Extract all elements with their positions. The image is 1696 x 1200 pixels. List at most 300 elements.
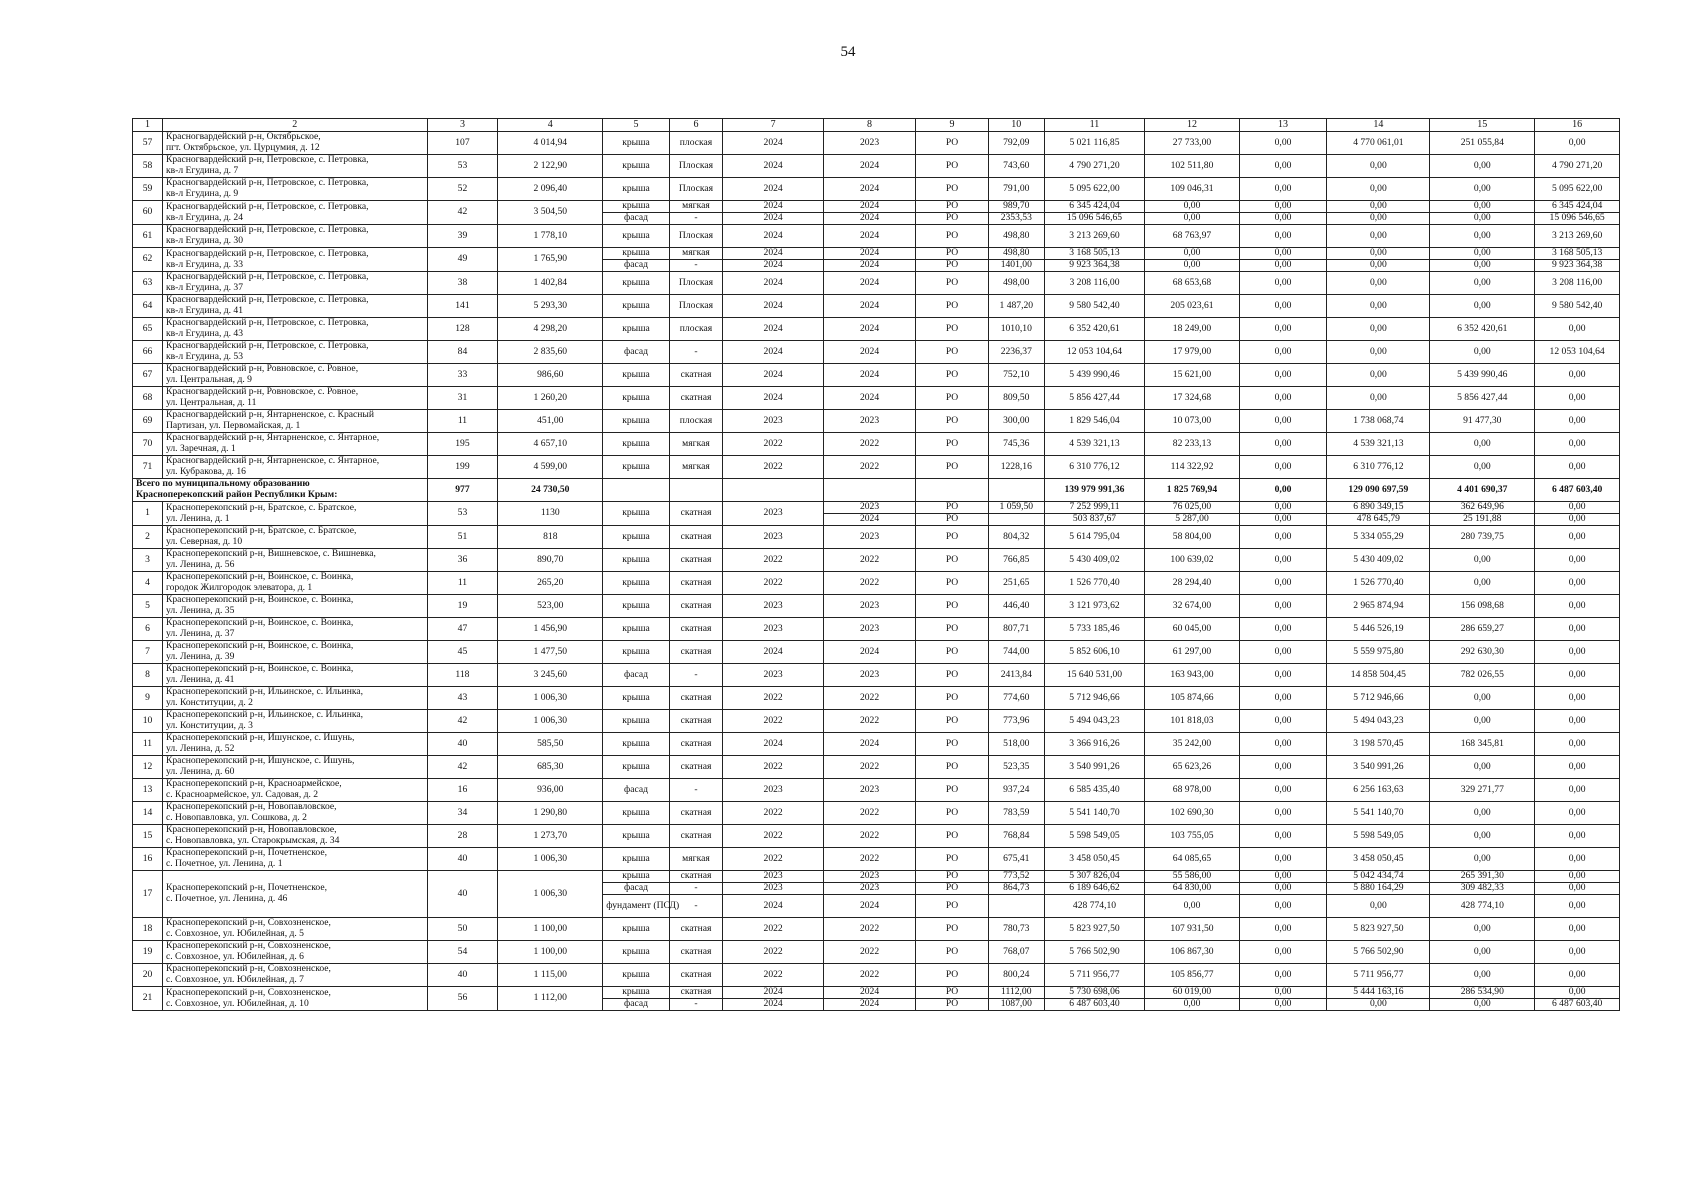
address-line: кв-л Егудина, д. 53 <box>165 351 244 362</box>
column-number-cell: 8 <box>823 119 915 132</box>
value-cell: 0,00 <box>1535 618 1620 641</box>
row-number-cell: 70 <box>133 433 163 456</box>
value-cell: крыша <box>603 802 669 825</box>
value-cell: РО <box>916 132 989 155</box>
address-line: с. Красноармейское, ул. Садовая, д. 2 <box>165 789 319 800</box>
table-row <box>133 941 1620 964</box>
address-line: Партизан, ул. Первомайская, д. 1 <box>165 420 301 431</box>
value-cell: 0,00 <box>1239 999 1327 1011</box>
value-cell: 3 540 991,26 <box>1044 756 1145 779</box>
value-cell: РО <box>916 883 989 895</box>
value-cell: 2024 <box>723 201 824 213</box>
value-cell: 2024 <box>823 178 915 201</box>
address-cell <box>162 987 427 1011</box>
value-cell: 12 053 104,64 <box>1044 341 1145 364</box>
address-cell <box>162 132 427 155</box>
address-line: Красноперекопский р-н, Совхозненское, <box>165 917 331 929</box>
value-cell: 0,00 <box>1239 641 1327 664</box>
value-cell: 0,00 <box>1430 999 1535 1011</box>
column-number-cell: 9 <box>916 119 989 132</box>
value-cell: 106 867,30 <box>1145 941 1239 964</box>
value-cell: РО <box>916 825 989 848</box>
value-cell: 2023 <box>723 779 824 802</box>
table-row <box>133 618 1620 641</box>
value-cell: плоская <box>669 318 723 341</box>
area-cell: 4 599,00 <box>498 456 603 479</box>
value-cell: 0,00 <box>1239 260 1327 272</box>
value-cell: 478 645,79 <box>1327 514 1430 526</box>
row-number-cell: 5 <box>133 595 163 618</box>
value-cell: скатная <box>669 756 723 779</box>
empty-cell <box>603 479 669 502</box>
value-cell: 0,00 <box>1239 664 1327 687</box>
table-row <box>133 387 1620 410</box>
value-cell: 0,00 <box>1239 733 1327 756</box>
value-cell: 60 045,00 <box>1145 618 1239 641</box>
value-cell: 2024 <box>823 641 915 664</box>
residents-cell: 49 <box>427 248 498 272</box>
value-cell: 0,00 <box>1535 664 1620 687</box>
address-line: Красноперекопский р-н, Братское, с. Братское, <box>165 501 357 513</box>
value-cell: 286 659,27 <box>1430 618 1535 641</box>
value-cell: 5 711 956,77 <box>1327 964 1430 987</box>
value-cell: 2022 <box>723 964 824 987</box>
value-cell: 5 598 549,05 <box>1044 825 1145 848</box>
value-cell: 0,00 <box>1239 687 1327 710</box>
address-cell <box>162 225 427 248</box>
area-cell: 1 477,50 <box>498 641 603 664</box>
address-line: кв-л Егудина, д. 30 <box>165 235 244 246</box>
residents-cell: 128 <box>427 318 498 341</box>
value-cell: 3 121 973,62 <box>1044 595 1145 618</box>
value-cell: 0,00 <box>1535 964 1620 987</box>
value-cell: 0,00 <box>1430 155 1535 178</box>
value-cell: 6 352 420,61 <box>1044 318 1145 341</box>
row-number-cell: 71 <box>133 456 163 479</box>
residents-cell: 195 <box>427 433 498 456</box>
value-cell: 5 541 140,70 <box>1044 802 1145 825</box>
value-cell: 2022 <box>723 572 824 595</box>
value-cell: 3 213 269,60 <box>1535 225 1620 248</box>
value-cell: 2024 <box>823 213 915 225</box>
area-cell: 685,30 <box>498 756 603 779</box>
address-line: Красноперекопский р-н, Братское, с. Братское, <box>165 525 357 537</box>
table-row <box>133 918 1620 941</box>
row-number-cell: 17 <box>133 871 163 918</box>
value-cell: 2024 <box>723 987 824 999</box>
residents-cell: 39 <box>427 225 498 248</box>
address-line: Красноперекопский р-н, Почетненское, <box>165 847 327 859</box>
value-cell: 2023 <box>823 410 915 433</box>
address-line: ул. Конституции, д. 3 <box>165 720 253 731</box>
value-cell: 10 073,00 <box>1145 410 1239 433</box>
value-cell: 0,00 <box>1430 964 1535 987</box>
value-cell: 61 297,00 <box>1145 641 1239 664</box>
row-number-cell: 16 <box>133 848 163 871</box>
address-line: ул. Ленина, д. 60 <box>165 766 235 777</box>
residents-cell: 54 <box>427 941 498 964</box>
value-cell: 800,24 <box>988 964 1044 987</box>
table-row <box>133 502 1620 514</box>
residents-cell: 51 <box>427 526 498 549</box>
value-cell: 2024 <box>723 272 824 295</box>
value-cell: крыша <box>603 595 669 618</box>
value-cell: 5 823 927,50 <box>1327 918 1430 941</box>
value-cell: крыша <box>603 456 669 479</box>
value-cell: 0,00 <box>1535 387 1620 410</box>
address-cell <box>162 756 427 779</box>
value-cell: скатная <box>669 641 723 664</box>
value-cell: 0,00 <box>1239 155 1327 178</box>
value-cell: 2024 <box>823 155 915 178</box>
value-cell: 280 739,75 <box>1430 526 1535 549</box>
value-cell: 0,00 <box>1239 132 1327 155</box>
address-cell <box>162 410 427 433</box>
value-cell: 0,00 <box>1535 918 1620 941</box>
row-number-cell: 4 <box>133 572 163 595</box>
value-cell: 0,00 <box>1430 260 1535 272</box>
table-row <box>133 201 1620 213</box>
value-cell: крыша <box>603 756 669 779</box>
value-cell: 0,00 <box>1327 248 1430 260</box>
table-row <box>133 549 1620 572</box>
value-cell: 0,00 <box>1535 526 1620 549</box>
address-cell <box>162 295 427 318</box>
value-cell: 0,00 <box>1430 687 1535 710</box>
value-cell: 5 712 946,66 <box>1327 687 1430 710</box>
table-row <box>133 825 1620 848</box>
value-cell: 1 526 770,40 <box>1327 572 1430 595</box>
value-cell: 0,00 <box>1535 756 1620 779</box>
value-cell: 0,00 <box>1430 941 1535 964</box>
value-cell: фасад <box>603 260 669 272</box>
address-line: ул. Ленина, д. 39 <box>165 651 235 662</box>
table-row <box>133 848 1620 871</box>
address-cell <box>162 779 427 802</box>
value-cell: 0,00 <box>1430 710 1535 733</box>
column-number-cell: 13 <box>1239 119 1327 132</box>
address-cell <box>162 318 427 341</box>
value-cell: скатная <box>669 502 723 526</box>
value-cell: 6 487 603,40 <box>1044 999 1145 1011</box>
value-cell: 0,00 <box>1535 848 1620 871</box>
value-cell: 163 943,00 <box>1145 664 1239 687</box>
value-cell: - <box>669 260 723 272</box>
value-cell: РО <box>916 779 989 802</box>
value-cell: РО <box>916 802 989 825</box>
value-cell: плоская <box>669 132 723 155</box>
value-cell: 0,00 <box>1535 871 1620 883</box>
value-cell: 0,00 <box>1327 178 1430 201</box>
value-cell: РО <box>916 341 989 364</box>
address-line: Красногвардейский р-н, Октябрьское, <box>165 131 321 143</box>
value-cell: 0,00 <box>1239 456 1327 479</box>
value-cell: 0,00 <box>1239 248 1327 260</box>
residents-cell: 31 <box>427 387 498 410</box>
value-cell: 0,00 <box>1239 201 1327 213</box>
area-cell: 4 657,10 <box>498 433 603 456</box>
value-cell: 101 818,03 <box>1145 710 1239 733</box>
address-line: Красноперекопский р-н, Почетненское, <box>165 882 327 894</box>
value-cell: РО <box>916 225 989 248</box>
value-cell: РО <box>916 871 989 883</box>
column-number-cell: 10 <box>988 119 1044 132</box>
value-cell: 2022 <box>823 456 915 479</box>
table-row <box>133 410 1620 433</box>
value-cell: 35 242,00 <box>1145 733 1239 756</box>
address-line: кв-л Егудина, д. 37 <box>165 282 244 293</box>
table-row <box>133 964 1620 987</box>
residents-cell: 28 <box>427 825 498 848</box>
value-cell: 2022 <box>723 687 824 710</box>
value-cell: 5 494 043,23 <box>1044 710 1145 733</box>
value-cell: 5 021 116,85 <box>1044 132 1145 155</box>
table-row <box>133 155 1620 178</box>
area-cell: 1 112,00 <box>498 987 603 1011</box>
value-cell: 0,00 <box>1145 999 1239 1011</box>
value-cell: 2024 <box>823 387 915 410</box>
address-line: Красногвардейский р-н, Янтарненское, с. Красный <box>165 409 374 421</box>
value-cell: 107 931,50 <box>1145 918 1239 941</box>
value-cell: 28 294,40 <box>1145 572 1239 595</box>
value-cell: 5 307 826,04 <box>1044 871 1145 883</box>
value-cell: 2022 <box>723 918 824 941</box>
row-number-cell: 65 <box>133 318 163 341</box>
value-cell: 782 026,55 <box>1430 664 1535 687</box>
table-row <box>133 987 1620 999</box>
address-cell <box>162 618 427 641</box>
value-cell: 6 310 776,12 <box>1327 456 1430 479</box>
value-cell: 2024 <box>723 641 824 664</box>
value-cell: 5 287,00 <box>1145 514 1239 526</box>
value-cell: 5 095 622,00 <box>1535 178 1620 201</box>
address-line: Красногвардейский р-н, Янтарненское, с. Янтарное, <box>165 432 380 444</box>
area-cell: 986,60 <box>498 364 603 387</box>
residents-cell: 40 <box>427 848 498 871</box>
column-number-cell: 5 <box>603 119 669 132</box>
value-cell: скатная <box>669 918 723 941</box>
address-line: с. Совхозное, ул. Юбилейная, д. 7 <box>165 974 304 985</box>
value-cell: крыша <box>603 941 669 964</box>
value-cell: 205 023,61 <box>1145 295 1239 318</box>
area-cell: 265,20 <box>498 572 603 595</box>
address-cell <box>162 364 427 387</box>
value-cell: РО <box>916 155 989 178</box>
value-cell: скатная <box>669 387 723 410</box>
address-cell <box>162 848 427 871</box>
value-cell: 18 249,00 <box>1145 318 1239 341</box>
value-cell: крыша <box>603 987 669 999</box>
address-line: ул. Ленина, д. 56 <box>165 559 235 570</box>
value-cell: 2024 <box>823 733 915 756</box>
address-line: Красноперекопский р-н, Воинское, с. Воинка, <box>165 617 354 629</box>
residents-cell: 42 <box>427 201 498 225</box>
value-cell: 9 580 542,40 <box>1535 295 1620 318</box>
value-cell: 0,00 <box>1327 155 1430 178</box>
value-cell: 498,00 <box>988 272 1044 295</box>
address-line: кв-л Егудина, д. 41 <box>165 305 244 316</box>
value-cell: 0,00 <box>1535 687 1620 710</box>
value-cell: 68 653,68 <box>1145 272 1239 295</box>
value-cell: скатная <box>669 987 723 999</box>
value-cell: 2413,84 <box>988 664 1044 687</box>
table-row <box>133 572 1620 595</box>
value-cell: 2022 <box>823 572 915 595</box>
residents-cell: 42 <box>427 756 498 779</box>
value-cell: 864,73 <box>988 883 1044 895</box>
value-cell: 3 168 505,13 <box>1535 248 1620 260</box>
address-line: Красногвардейский р-н, Ровновское, с. Ровное, <box>165 363 359 375</box>
value-cell: 2024 <box>823 225 915 248</box>
value-cell: 76 025,00 <box>1145 502 1239 514</box>
value-cell: 743,60 <box>988 155 1044 178</box>
value-cell: 3 208 116,00 <box>1535 272 1620 295</box>
value-cell: мягкая <box>669 456 723 479</box>
value-cell: 0,00 <box>1430 272 1535 295</box>
value-cell: фасад <box>603 341 669 364</box>
row-number-cell: 66 <box>133 341 163 364</box>
table-row <box>133 248 1620 260</box>
value-cell: 3 366 916,26 <box>1044 733 1145 756</box>
address-line: ул. Ленина, д. 52 <box>165 743 235 754</box>
value-cell: 766,85 <box>988 549 1044 572</box>
value-cell: 2024 <box>723 364 824 387</box>
value-cell: - <box>669 883 723 895</box>
value-cell: 15 621,00 <box>1145 364 1239 387</box>
address-line: ул. Центральная, д. 11 <box>165 397 257 408</box>
area-cell: 1 290,80 <box>498 802 603 825</box>
value-cell: 12 053 104,64 <box>1535 341 1620 364</box>
area-cell: 1 260,20 <box>498 387 603 410</box>
table-row <box>133 641 1620 664</box>
area-cell: 1 765,90 <box>498 248 603 272</box>
residents-cell: 42 <box>427 710 498 733</box>
value-cell: 4 790 271,20 <box>1535 155 1620 178</box>
value-cell: 5 712 946,66 <box>1044 687 1145 710</box>
value-cell: скатная <box>669 526 723 549</box>
value-cell: 0,00 <box>1239 272 1327 295</box>
column-number-cell: 15 <box>1430 119 1535 132</box>
value-cell: 5 444 163,16 <box>1327 987 1430 999</box>
residents-cell: 34 <box>427 802 498 825</box>
address-line: ул. Ленина, д. 41 <box>165 674 235 685</box>
value-cell: РО <box>916 295 989 318</box>
value-cell: 1112,00 <box>988 987 1044 999</box>
row-number-cell: 57 <box>133 132 163 155</box>
value-cell: 1 829 546,04 <box>1044 410 1145 433</box>
value-cell: крыша <box>603 825 669 848</box>
value-cell: 0,00 <box>1145 260 1239 272</box>
value-cell: 0,00 <box>1239 883 1327 895</box>
value-cell: РО <box>916 260 989 272</box>
table-row <box>133 178 1620 201</box>
residents-cell: 107 <box>427 132 498 155</box>
address-line: ул. Ленина, д. 35 <box>165 605 235 616</box>
row-number-cell: 3 <box>133 549 163 572</box>
row-number-cell: 62 <box>133 248 163 272</box>
residents-cell: 11 <box>427 410 498 433</box>
value-cell: - <box>669 341 723 364</box>
address-cell <box>162 941 427 964</box>
value-cell: 0,00 <box>1430 549 1535 572</box>
residents-cell: 52 <box>427 178 498 201</box>
value-cell: 0,00 <box>1239 941 1327 964</box>
value-cell: 0,00 <box>1535 502 1620 514</box>
value-cell: 2022 <box>723 825 824 848</box>
area-cell: 1 100,00 <box>498 941 603 964</box>
value-cell: РО <box>916 387 989 410</box>
address-line: с. Совхозное, ул. Юбилейная, д. 10 <box>165 997 309 1009</box>
value-cell: крыша <box>603 502 669 526</box>
value-cell: 5 856 427,44 <box>1044 387 1145 410</box>
column-number-cell: 7 <box>723 119 824 132</box>
value-cell: РО <box>916 733 989 756</box>
value-cell: 0,00 <box>1430 178 1535 201</box>
column-number-cell: 11 <box>1044 119 1145 132</box>
value-cell: 0,00 <box>1239 595 1327 618</box>
value-cell: 105 874,66 <box>1145 687 1239 710</box>
value-cell: 82 233,13 <box>1145 433 1239 456</box>
value-cell: крыша <box>603 248 669 260</box>
residents-cell: 53 <box>427 155 498 178</box>
value-cell: 4 770 061,01 <box>1327 132 1430 155</box>
value-cell: 1228,16 <box>988 456 1044 479</box>
value-cell: крыша <box>603 387 669 410</box>
value-cell: Плоская <box>669 225 723 248</box>
area-cell: 1 006,30 <box>498 848 603 871</box>
address-line: Красноперекопский р-н, Воинское, с. Воинка, <box>165 663 354 675</box>
value-cell: 109 046,31 <box>1145 178 1239 201</box>
value-cell: 0,00 <box>1239 387 1327 410</box>
area-cell: 2 122,90 <box>498 155 603 178</box>
value-cell: 0,00 <box>1239 318 1327 341</box>
value-cell: 0,00 <box>1430 433 1535 456</box>
value-cell: 3 198 570,45 <box>1327 733 1430 756</box>
value-cell: 1 526 770,40 <box>1044 572 1145 595</box>
value-cell: 2024 <box>823 260 915 272</box>
address-line: городок Жилгородок элеватора, д. 1 <box>165 582 313 593</box>
value-cell: РО <box>916 526 989 549</box>
value-cell: 2024 <box>723 895 824 918</box>
value-cell: 809,50 <box>988 387 1044 410</box>
row-number-cell: 61 <box>133 225 163 248</box>
value-cell: 2024 <box>823 987 915 999</box>
total-residents-cell: 977 <box>427 479 498 502</box>
value-cell: фундамент (ПСД) <box>603 895 669 918</box>
value-cell: 2023 <box>723 618 824 641</box>
address-line: Красноперекопский р-н, Красноармейское, <box>165 778 342 790</box>
value-cell: РО <box>916 364 989 387</box>
value-cell: 0,00 <box>1327 387 1430 410</box>
value-cell: 792,09 <box>988 132 1044 155</box>
residents-cell: 118 <box>427 664 498 687</box>
address-cell <box>162 871 427 918</box>
value-cell: 2022 <box>723 848 824 871</box>
address-line: Красноперекопский р-н, Воинское, с. Воинка, <box>165 594 354 606</box>
value-cell: 675,41 <box>988 848 1044 871</box>
table-row <box>133 295 1620 318</box>
address-cell <box>162 248 427 272</box>
value-cell: 2024 <box>823 201 915 213</box>
area-cell: 1 456,90 <box>498 618 603 641</box>
address-cell <box>162 526 427 549</box>
value-cell: 5 494 043,23 <box>1327 710 1430 733</box>
value-cell: 5 823 927,50 <box>1044 918 1145 941</box>
value-cell: 3 168 505,13 <box>1044 248 1145 260</box>
value-cell: крыша <box>603 364 669 387</box>
value-cell: 0,00 <box>1327 318 1430 341</box>
row-number-cell: 69 <box>133 410 163 433</box>
